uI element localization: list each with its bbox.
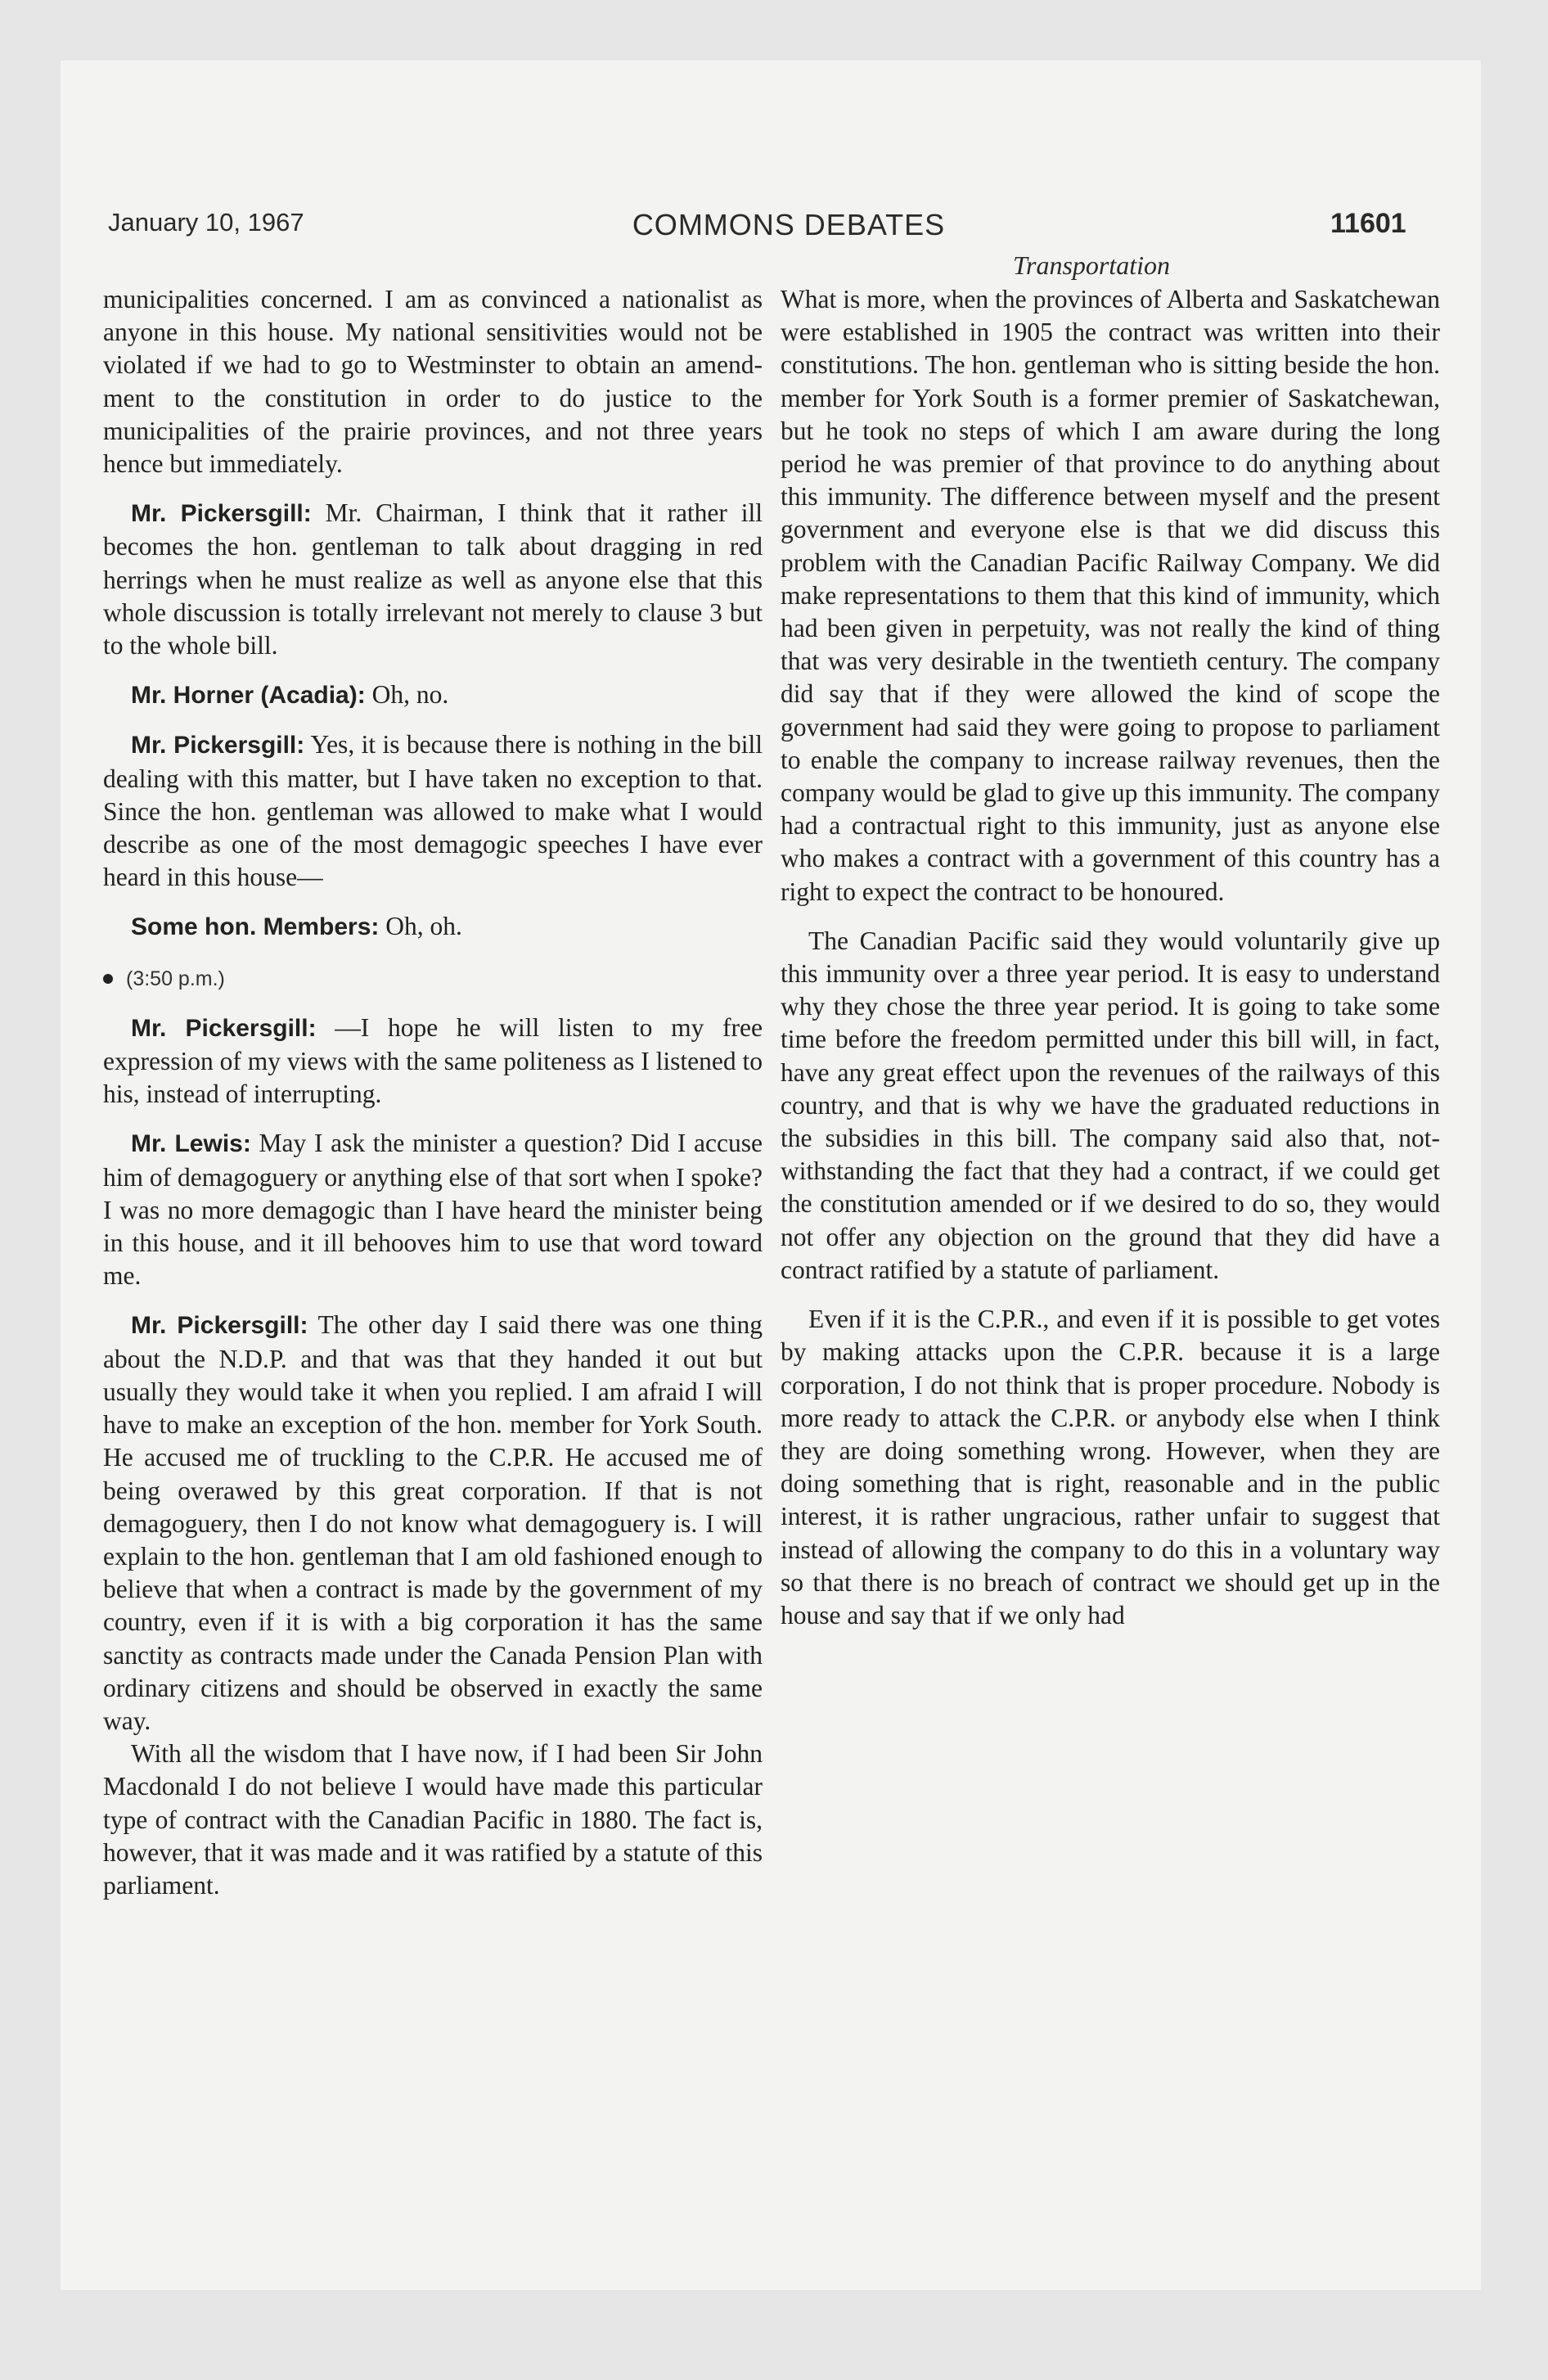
time-note-text: (3:50 p.m.) — [126, 967, 225, 990]
page-number: 11601 — [1330, 208, 1406, 239]
speech-text: —I hope he will listen to my free expression of my views with the same politeness as I listened to his, instead of interrupting. — [103, 1012, 763, 1109]
speech — [103, 728, 763, 894]
speech — [103, 910, 763, 944]
speech — [103, 1309, 763, 1738]
speech-text: Oh, no. — [371, 680, 449, 710]
speech — [103, 497, 763, 662]
right-column — [781, 283, 1440, 1632]
speaker-name: Mr. Pickersgill: — [131, 500, 312, 528]
speech — [103, 1127, 763, 1292]
bullet-icon — [103, 974, 113, 984]
document-page — [61, 61, 1481, 2290]
paragraph-text: With all the wisdom that I have now, if I had been Sir John Macdonald I do not believe I would have made this particular type of contract with the Canadian Pacific in 1880. The fact is, however, that it was made and it was ratified by a statute of this parliament. — [103, 1739, 763, 1900]
paragraph: Even if it is the C.P.R., and even if it is possible to get votes by making attacks upon the C.P.R. because it is a large corporation, I do not think that is proper procedure. Nobody is more ready to attack the C.P.R. or anybody else when I think they are doing something wrong. However, when they are doing something that is right, reasonable and in the public interest, it is rather ungracious, rather unfair to suggest that instead of allowing the company to do this in a voluntary way so that there is no breach of contract we should get up in the house and say that if we only had — [781, 1305, 1440, 1629]
paragraph-text: municipalities concerned. I am as convinced a nationalist as anyone in this house. My national sensitivities would not be violated if we had to go to Westminster to obtain an amendment to the constitution in order to do justice to the municipalities of the prairie provinces, and not three years hence but immediately. — [103, 285, 763, 479]
speaker-name: Some hon. Members: — [131, 913, 380, 941]
speaker-name: Mr. Pickersgill: — [131, 732, 305, 760]
speech-text: Mr. Chairman, I think that it rather ill becomes the hon. gentleman to talk about dragging in red herrings when he must realize as well as anyone else that this whole discussion is totally irrelevant not merely to clause 3 but to the whole bill. — [103, 498, 763, 660]
speaker-name: Mr. Horner (Acadia): — [131, 682, 366, 710]
speech-text: The other day I said there was one thing about the N.D.P. and that was that they handed it out but usually they would take it when you replied. I am afraid I will have to make an exception of the hon. member for York South. He accused me of truckling to the C.P.R. He accused me of being overawed by this great corporation. If that is not demagoguery, then I do not know what demagoguery is. I will explain to the hon. gentleman that I am old fashioned enough to believe that when a contract is made by the government of my country, even if it is with a big corporation it has the same sanctity as contracts made under the Canada Pension Plan with ordinary citizens and should be observed in exactly the same way. — [103, 1310, 763, 1735]
paragraph — [103, 1738, 763, 1902]
paragraph — [103, 283, 763, 480]
time-note — [103, 961, 763, 995]
speaker-name: Mr. Pickersgill: — [131, 1014, 317, 1042]
header-date: January 10, 1967 — [108, 208, 304, 237]
speaker-name: Mr. Pickersgill: — [131, 1312, 308, 1340]
speech — [103, 1012, 763, 1111]
paragraph: What is more, when the provinces of Alberta and Saskatchewan were established in 1905 the contract was written into their constitutions. The hon. gentleman who is sitting beside the hon. member for York South is a former premier of Saskatchewan, but he took no steps of which I am aware during the long period he was premier of that province to do anything about this immunity. The difference between myself and the present government and everyone else is that we did discuss this problem with the Canadian Pacific Railway Company. We did make representations to them that this kind of immunity, which had been given in perpetuity, was not really the kind of thing that was very desirable in the twentieth century. The company did say that if they were allowed the kind of scope the government had said they were going to propose to parliament to enable the company to increase railway revenues, then the company would be glad to give up this immunity. The company had a contractual right to this immunity, just as anyone else who makes a contract with a government of this country has a right to expect the contract to be honoured. — [781, 285, 1440, 906]
speaker-name: Mr. Lewis: — [131, 1130, 251, 1158]
left-column — [103, 283, 763, 1902]
speech-text: Oh, oh. — [385, 912, 462, 941]
speech — [103, 678, 763, 712]
speech-text: May I ask the minister a question? Did I accuse him of demagoguery or anything else of that sort when I spoke? I was no more demagogic than I have heard the minister being in this house, and it ill behooves him to use that word toward me. — [103, 1129, 763, 1291]
header-title: COMMONS DEBATES — [632, 208, 946, 241]
section-title: Transportation — [1012, 250, 1171, 280]
paragraph: The Canadian Pacific said they would voluntarily give up this immunity over a three year period. It is easy to understand why they chose the three year period. It is going to take some time before the freedom permitted under this bill will, in fact, have any great effect upon the revenues of the railways of this country, and that is why we have the graduated reductions in the subsidies in this bill. The company said also that, notwithstanding the fact that they had a contract, if we could get the constitution amended or if we desired to do so, they would not offer any objection on the ground that they did have a contract ratified by a statute of parliament. — [781, 926, 1440, 1284]
speech-text: Yes, it is because there is nothing in the bill dealing with this matter, but I have taken no exception to that. Since the hon. gentleman was allowed to make what I would describe as one of the most demagogic speeches I have ever heard in this house— — [103, 730, 763, 892]
